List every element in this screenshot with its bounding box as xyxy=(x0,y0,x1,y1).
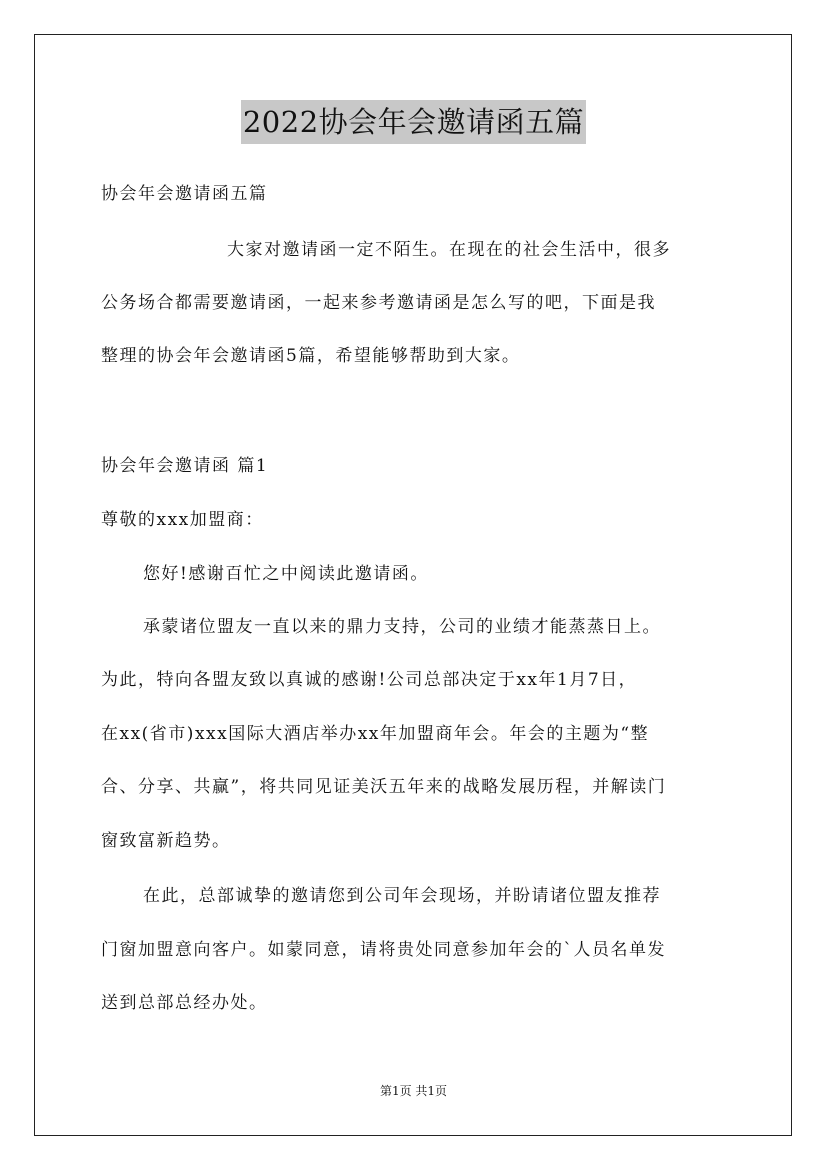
intro-line-1: 大家对邀请函一定不陌生。在现在的社会生活中，很多 xyxy=(227,240,671,260)
intro-line-2: 公务场合都需要邀请函，一起来参考邀请函是怎么写的吧，下面是我 xyxy=(101,293,656,313)
salutation: 尊敬的xxx加盟商： xyxy=(101,510,264,530)
greeting: 您好!感谢百忙之中阅读此邀请函。 xyxy=(143,564,429,584)
intro-line-3: 整理的协会年会邀请函5篇，希望能够帮助到大家。 xyxy=(101,346,521,366)
paragraph1-line-5: 窗致富新趋势。 xyxy=(101,831,231,851)
paragraph1-line-2: 为此，特向各盟友致以真诚的感谢!公司总部决定于xx年1月7日， xyxy=(101,670,638,690)
paragraph1-line-3: 在xx(省市)xxx国际大酒店举办xx年加盟商年会。年会的主题为“整 xyxy=(101,724,650,744)
section-heading: 协会年会邀请函 篇1 xyxy=(101,456,269,476)
subtitle: 协会年会邀请函五篇 xyxy=(101,184,268,204)
paragraph1-line-1: 承蒙诸位盟友一直以来的鼎力支持，公司的业绩才能蒸蒸日上。 xyxy=(143,617,661,637)
paragraph2-line-1: 在此，总部诚挚的邀请您到公司年会现场，并盼请诸位盟友推荐 xyxy=(143,886,661,906)
document-title: 2022协会年会邀请函五篇 xyxy=(241,100,586,144)
paragraph2-line-2: 门窗加盟意向客户。如蒙同意，请将贵处同意参加年会的`人员名单发 xyxy=(101,940,666,960)
title-container xyxy=(0,100,827,144)
page-number-footer: 第1页 共1页 xyxy=(379,1084,448,1098)
paragraph1-line-4: 合、分享、共赢”，将共同见证美沃五年来的战略发展历程，并解读门 xyxy=(101,777,667,797)
paragraph2-line-3: 送到总部总经办处。 xyxy=(101,993,268,1013)
